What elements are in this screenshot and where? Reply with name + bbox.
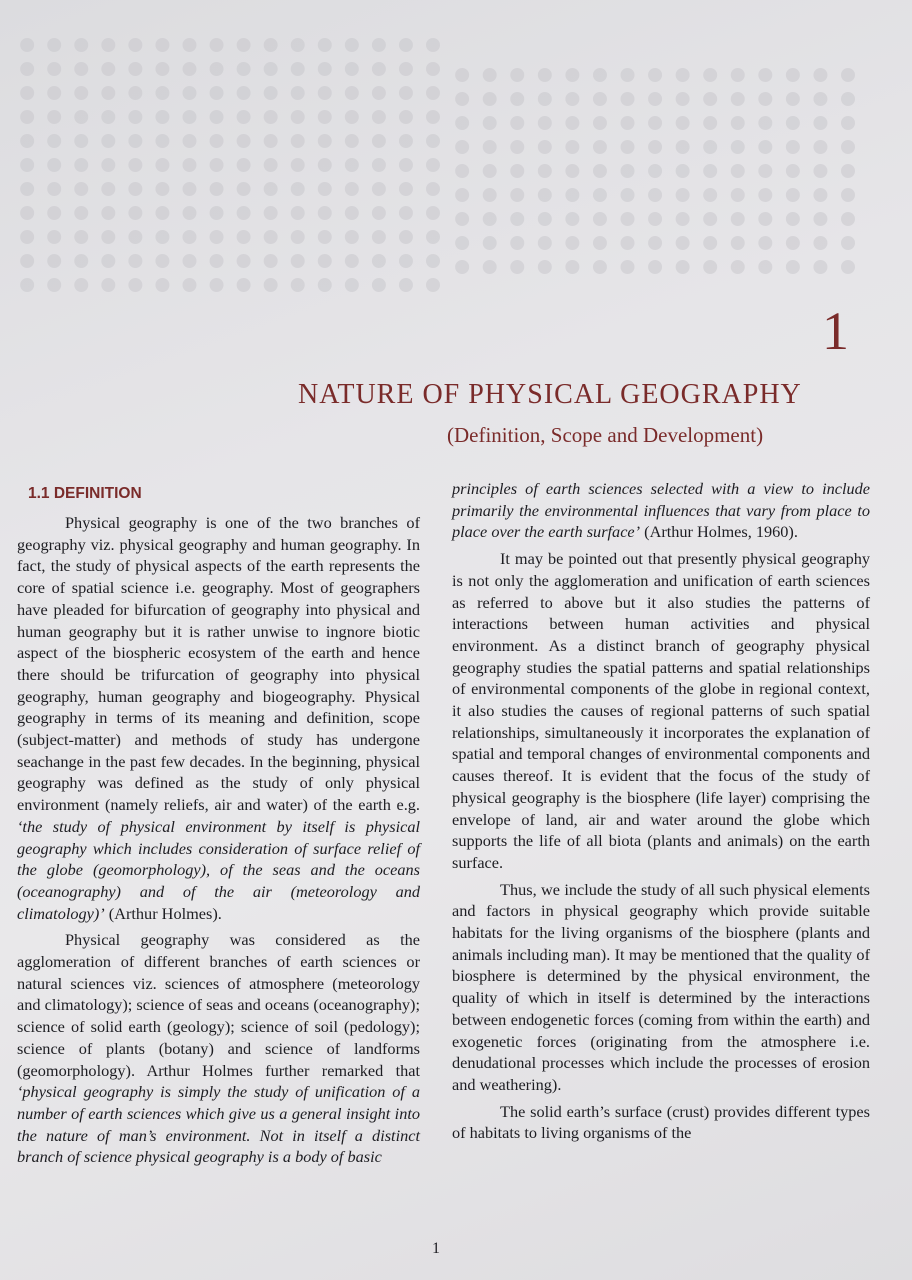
right-column [452, 478, 870, 1144]
paragraph [452, 478, 870, 543]
paragraph-text: Physical geography was considered as the agglomeration of different branches of earth sciences or natural sciences viz. sciences of atmosphere (meteorology and climatology); science of seas and oceans (oceanography); science of solid earth (geology); science of soil (pedology); science of plants (botany) and science of landforms (geomorphology). Arthur Holmes further remarked that [17, 930, 420, 1080]
chapter-number: 1 [822, 301, 849, 361]
chapter-subtitle: (Definition, Scope and Development) [447, 423, 764, 447]
paragraph: Thus, we include the study of all such physical elements and factors in physical geography which provide suitable habitats for the living organisms of the biosphere (plants and animals including man). It may be mentioned that the quality of biosphere is determined by the physical environment, the quality of which in itself is determined by the interactions between endogenetic forces (coming from within the earth) and exogenetic forces (originating from the atmosphere i.e. denudational processes which include the processes of erosion and weathering). [452, 879, 870, 1094]
left-column [17, 512, 420, 1168]
bleed-through-texture-right [455, 60, 855, 390]
quote-text: ‘the study of physical environment by itself is physical geography which includes consideration of surface relief of the globe (geomorphology), of the seas and the oceans (oceanography) and of the air (meteorology and climatology)’ [17, 816, 420, 923]
paragraph: The solid earth’s surface (crust) provides different types of habitats to living organisms of the [452, 1101, 870, 1143]
quote-text: ‘physical geography is simply the study of unification of a number of earth sciences which give us a general insight into the nature of man’s environment. Not in itself a distinct branch of science physical geography is a body of basic [17, 1082, 420, 1167]
paragraph [17, 512, 420, 924]
chapter-title: NATURE OF PHYSICAL GEOGRAPHY [298, 379, 802, 410]
paragraph [17, 929, 420, 1168]
paragraph-text: Physical geography is one of the two branches of geography viz. physical geography and human geography. In fact, the study of physical aspects of the earth represents the core of spatial science i.e. geography. Most of geographers have pleaded for bifurcation of geography into physical and human geography but it is rather unwise to ingnore biotic aspect of the biospheric ecosystem of the earth and hence there should be trifurcation of geography into physical geography, human geography and biogeography. Physical geography in terms of its meaning and definition, scope (subject-matter) and methods of study has undergone seachange in the past few decades. In the beginning, physical geography was defined as the study of only physical environment (namely reliefs, air and water) of the earth e.g. [17, 513, 420, 815]
section-heading: 1.1 DEFINITION [28, 485, 142, 502]
citation: (Arthur Holmes). [104, 903, 222, 923]
citation: (Arthur Holmes, 1960). [640, 522, 798, 542]
paragraph: It may be pointed out that presently physical geography is not only the agglomeration and unification of earth sciences as referred to above but it also studies the patterns of interactions between human activities and physical environment. As a distinct branch of geography physical geography studies the spatial patterns and spatial relationships of environmental components of the globe in regional context, it also studies the causes of regional patterns of such spatial relationships, simultaneously it incorporates the explanation of spatial and temporal changes of environmental components and causes thereof. It is evident that the focus of the study of physical geography is the biosphere (life layer) comprising the envelope of land, air and water around the globe which supports the life of all biota (plants and animals) on the earth surface. [452, 549, 870, 872]
quote-text: principles of earth sciences selected with a view to include primarily the environmental influences that vary from place to place over the earth surface’ [452, 479, 870, 542]
bleed-through-texture [20, 30, 440, 430]
page-number: 1 [432, 1240, 440, 1257]
